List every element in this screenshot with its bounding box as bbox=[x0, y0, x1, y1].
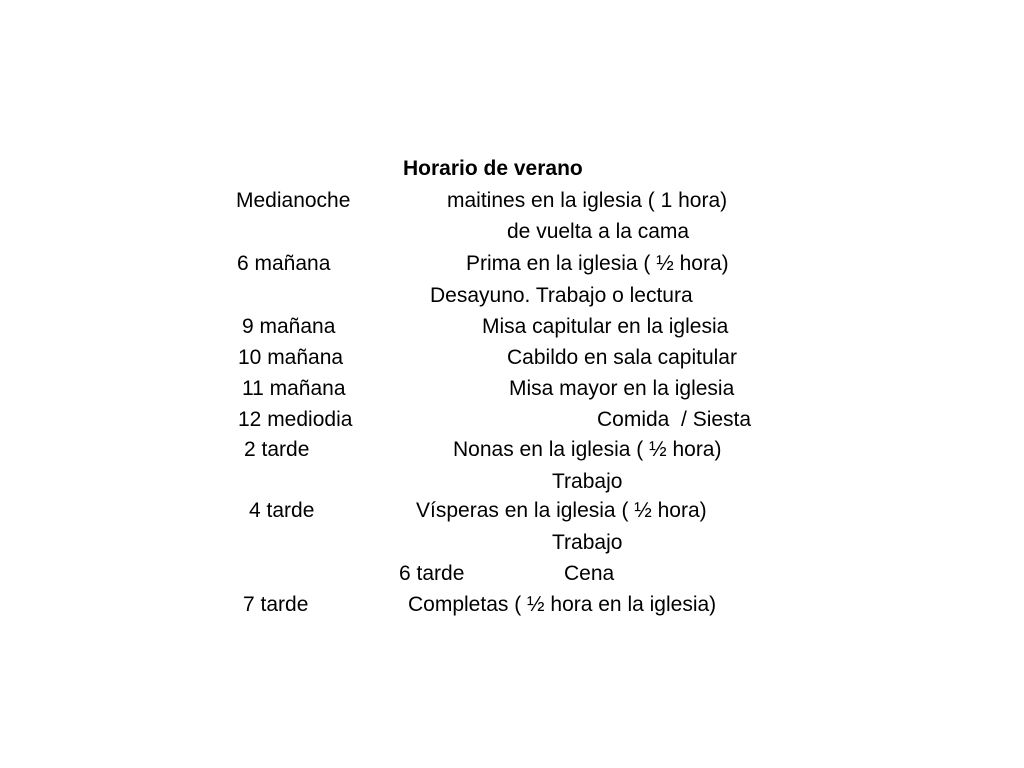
time-7-tarde: 7 tarde bbox=[243, 593, 309, 616]
schedule-title: Horario de verano bbox=[403, 157, 583, 180]
activity-completas: Completas ( ½ hora en la iglesia) bbox=[408, 593, 717, 616]
time-2-tarde: 2 tarde bbox=[244, 438, 310, 461]
time-6-tarde: 6 tarde bbox=[399, 562, 465, 585]
activity-misa-mayor: Misa mayor en la iglesia bbox=[509, 377, 735, 400]
time-9-manana: 9 mañana bbox=[242, 315, 336, 338]
activity-vuelta-cama: de vuelta a la cama bbox=[507, 220, 690, 243]
activity-maitines: maitines en la iglesia ( 1 hora) bbox=[447, 189, 728, 212]
activity-trabajo-1: Trabajo bbox=[552, 470, 623, 493]
activity-trabajo-2: Trabajo bbox=[552, 531, 623, 554]
activity-nonas: Nonas en la iglesia ( ½ hora) bbox=[453, 438, 722, 461]
activity-cabildo: Cabildo en sala capitular bbox=[507, 346, 737, 369]
activity-visperas: Vísperas en la iglesia ( ½ hora) bbox=[416, 499, 707, 522]
time-11-manana: 11 mañana bbox=[242, 377, 346, 400]
activity-desayuno: Desayuno. Trabajo o lectura bbox=[430, 284, 693, 307]
activity-misa-capitular: Misa capitular en la iglesia bbox=[482, 315, 729, 338]
activity-comida: Comida / Siesta bbox=[597, 408, 752, 431]
activity-cena: Cena bbox=[564, 562, 615, 585]
time-6-manana: 6 mañana bbox=[237, 252, 331, 275]
activity-prima: Prima en la iglesia ( ½ hora) bbox=[466, 252, 729, 275]
time-medianoche: Medianoche bbox=[236, 189, 351, 212]
time-12-mediodia: 12 mediodia bbox=[238, 408, 353, 431]
time-4-tarde: 4 tarde bbox=[249, 499, 315, 522]
time-10-manana: 10 mañana bbox=[238, 346, 344, 369]
